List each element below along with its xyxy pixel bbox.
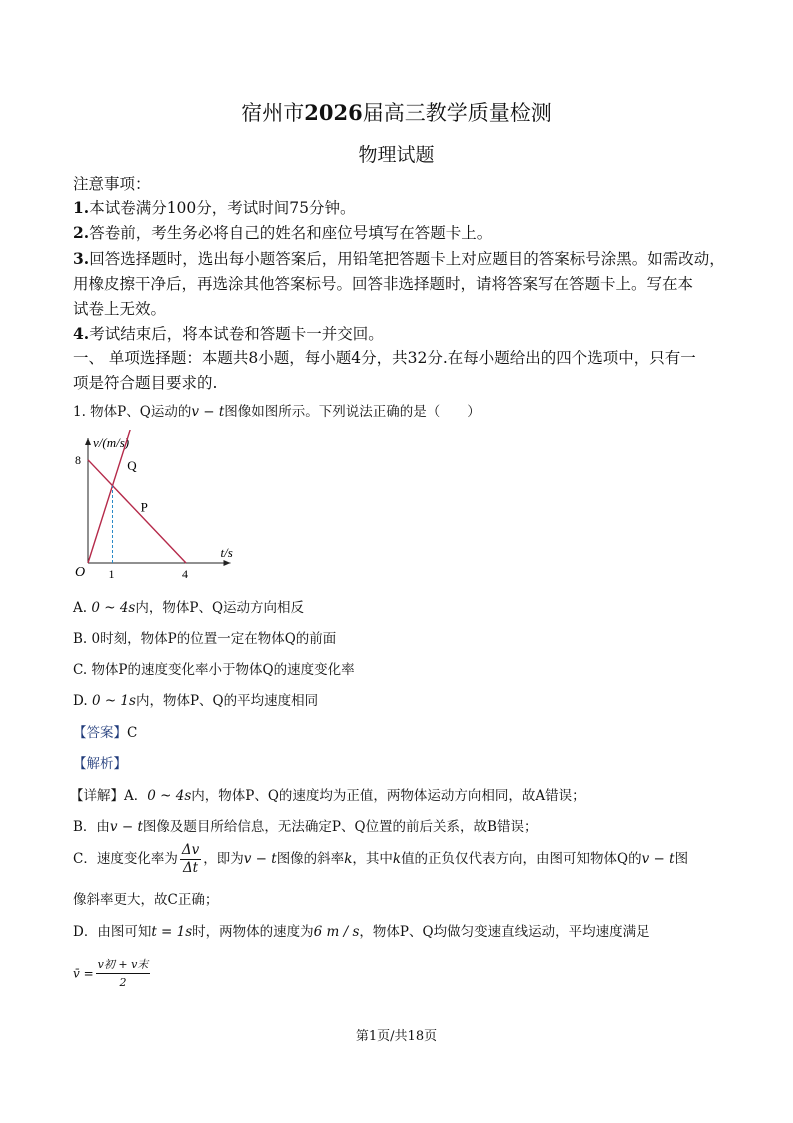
x-axis-arrow (224, 560, 231, 566)
series-line-P (88, 460, 186, 563)
option-a: A. 0 ~ 4s内，物体P、Q运动方向相反 (73, 600, 305, 616)
y-axis-arrow (85, 438, 91, 445)
vt-graph (70, 430, 250, 585)
notice-heading: 注意事项： (73, 175, 151, 193)
x-tick-label-1: 4 (182, 567, 188, 581)
section-heading-cont: 项是符合题目要求的. (73, 374, 218, 392)
notice-item-3-cont: 用橡皮擦干净后，再选涂其他答案标号。回答非选择题时，请将答案写在答题卡上。写在本 (73, 275, 694, 293)
y-axis-label: v/(m/s) (93, 435, 130, 450)
analysis-tag: 【解析】 (73, 756, 127, 772)
page-subtitle: 物理试题 (358, 144, 435, 166)
notice-item-4: 4.考试结束后，将本试卷和答题卡一并交回。 (73, 324, 384, 343)
notice-item-2: 2.答卷前，考生务必将自己的姓名和座位号填写在答题卡上。 (73, 223, 493, 242)
notice-item-3-cont2: 试卷上无效。 (73, 300, 167, 318)
option-b: B. 0时刻，物体P的位置一定在物体Q的前面 (73, 631, 337, 647)
detail-a: 【详解】A．0 ~ 4s内，物体P、Q的速度均为正值，两物体运动方向相同，故A错误； (70, 788, 586, 804)
notice-item-1: 1.本试卷满分100分，考试时间75分钟。 (73, 198, 356, 217)
answer-tag: 【答案】 (73, 725, 127, 741)
detail-c-cont: 像斜率更大，故C正确； (73, 892, 219, 908)
notice-item-3: 3.回答选择题时，选出每小题答案后，用铅笔把答题卡上对应题目的答案标号涂黑。如需改动， (73, 249, 725, 268)
avg-velocity-formula: v̄ = $\frac{\text{v初 + v末}}{2}$ (73, 958, 149, 989)
series-label-P: P (140, 499, 148, 515)
detail-b: B．由v − t图像及题目所给信息，无法确定P、Q位置的前后关系，故B错误； (73, 819, 538, 835)
x-axis-label: t/s (220, 545, 233, 560)
x-tick-label-0: 1 (108, 567, 115, 581)
page-footer: 第1页/共18页 (355, 1029, 438, 1044)
answer-value: C (127, 725, 138, 741)
series-label-Q: Q (127, 458, 137, 474)
question-stem: 1. 物体P、Q运动的v − t图像如图所示。下列说法正确的是（ ） (73, 404, 481, 420)
detail-d: D．由图可知t = 1s时，两物体的速度为6 m / s，物体P、Q均做匀变速直线运动，平均速度满足 (73, 924, 650, 940)
origin-label: O (75, 565, 86, 580)
rate-fraction: $\frac{\Delta v}{\Delta t}$ (181, 842, 200, 876)
detail-c: C．速度变化率为 $\frac{\Delta v}{\Delta t}$ ，即为v − t图像的斜率k，其中k值的正负仅代表方向，由图可知物体Q的v − t图 (73, 842, 689, 876)
option-c: C. 物体P的速度变化率小于物体Q的速度变化率 (73, 662, 355, 678)
page-title: 宿州市2026届高三教学质量检测 (241, 100, 552, 125)
option-d: D. 0 ~ 1s内，物体P、Q的平均速度相同 (73, 693, 319, 709)
section-heading: 一、 单项选择题：本题共8小题，每小题4分，共32分.在每小题给出的四个选项中，只有一 (73, 349, 696, 367)
y-tick-label-0: 8 (75, 452, 81, 467)
answer-line (73, 722, 137, 744)
